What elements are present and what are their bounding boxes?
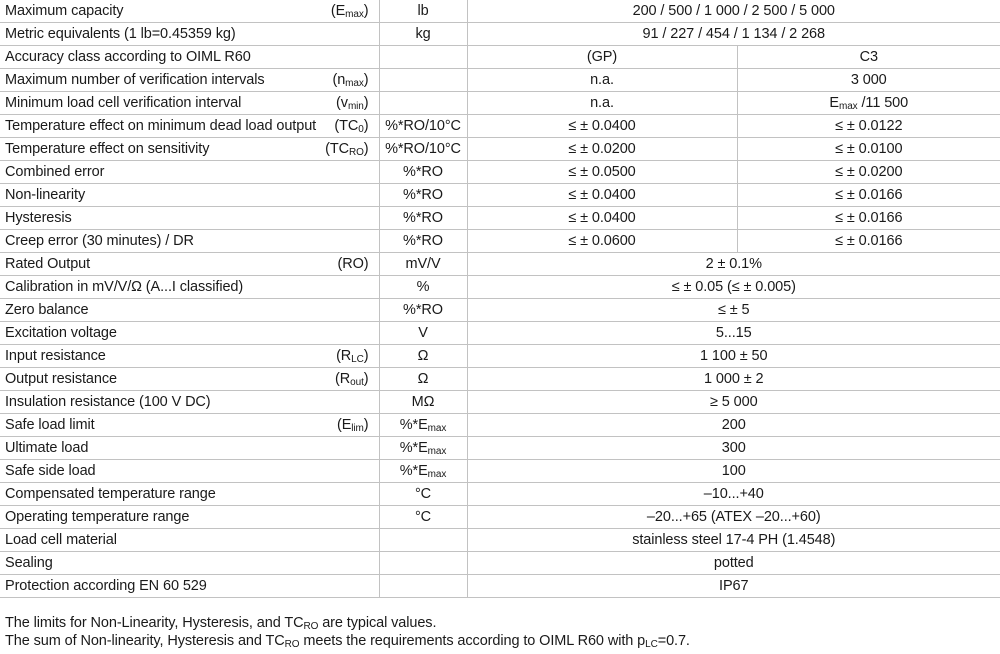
gp-value-text: ≤ ± 0.0200 xyxy=(568,141,636,157)
value-text: IP67 xyxy=(719,578,749,594)
parameter-label: Safe load limit xyxy=(5,417,95,433)
parameter-label: Compensated temperature range xyxy=(5,486,216,502)
spec-row xyxy=(0,138,1000,161)
c3-value-cell xyxy=(737,230,1000,253)
parameter-label: Maximum number of verification intervals xyxy=(5,72,265,88)
value-cell xyxy=(467,575,1000,598)
parameter-cell xyxy=(0,299,379,322)
parameter-cell xyxy=(0,230,379,253)
c3-value-text: E xyxy=(829,95,839,111)
symbol-text: R xyxy=(340,348,352,364)
spec-row xyxy=(0,184,1000,207)
parameter-label: Ultimate load xyxy=(5,440,89,456)
symbol-text: E xyxy=(335,3,346,19)
unit-text: %*RO xyxy=(403,210,443,226)
value-cell xyxy=(467,529,1000,552)
symbol-subscript: LC xyxy=(351,354,364,365)
parameter-label: Sealing xyxy=(5,555,53,571)
unit-cell xyxy=(379,506,467,529)
value-text: 200 / 500 / 1 000 / 2 500 / 5 000 xyxy=(632,3,835,19)
c3-value-text: ≤ ± 0.0122 xyxy=(835,118,903,134)
unit-cell xyxy=(379,437,467,460)
unit-cell xyxy=(379,23,467,46)
parameter-label: Temperature effect on minimum dead load output xyxy=(5,118,317,134)
unit-cell xyxy=(379,368,467,391)
parameter-cell xyxy=(0,0,379,23)
parameter-cell xyxy=(0,414,379,437)
parameter-symbol: $(R_{out})$ xyxy=(335,371,369,388)
unit-cell xyxy=(379,345,467,368)
parameter-cell xyxy=(0,138,379,161)
parameter-label: Non-linearity xyxy=(5,187,86,203)
spec-row xyxy=(0,391,1000,414)
unit-cell xyxy=(379,483,467,506)
unit-text: °C xyxy=(414,486,432,502)
value-cell xyxy=(467,552,1000,575)
value-text: 1 100 ± 50 xyxy=(700,348,768,364)
parameter-cell xyxy=(0,483,379,506)
value-cell xyxy=(467,0,1000,23)
parameter-symbol: $(R_{LC})$ xyxy=(336,348,369,365)
spec-row xyxy=(0,437,1000,460)
c3-value-text: C3 xyxy=(859,49,878,65)
parameter-cell xyxy=(0,276,379,299)
unit-text: Ω xyxy=(417,348,429,364)
spec-row xyxy=(0,322,1000,345)
parameter-label: Maximum capacity xyxy=(5,3,124,19)
symbol-subscript: out xyxy=(350,377,364,388)
spec-row xyxy=(0,207,1000,230)
gp-value-text: n.a. xyxy=(590,95,614,111)
unit-cell xyxy=(379,575,467,598)
unit-text: %*RO xyxy=(403,302,443,318)
unit-cell xyxy=(379,69,467,92)
parameter-cell xyxy=(0,529,379,552)
spec-row xyxy=(0,575,1000,598)
parameter-cell xyxy=(0,253,379,276)
parameter-label: Operating temperature range xyxy=(5,509,190,525)
unit-text: %*RO xyxy=(403,233,443,249)
gp-value-text: ≤ ± 0.0400 xyxy=(568,210,636,226)
unit-cell xyxy=(379,161,467,184)
parameter-symbol: $(v_{min})$ xyxy=(336,95,369,112)
c3-value-cell xyxy=(737,69,1000,92)
parameter-label: Minimum load cell verification interval xyxy=(5,95,242,111)
spec-row xyxy=(0,506,1000,529)
c3-value-text: ≤ ± 0.0200 xyxy=(835,164,903,180)
c3-value-text: ≤ ± 0.0166 xyxy=(835,187,903,203)
parameter-label: Protection according EN 60 529 xyxy=(5,578,207,594)
parameter-cell xyxy=(0,161,379,184)
symbol-text: R xyxy=(339,371,351,387)
parameter-label: Load cell material xyxy=(5,532,117,548)
parameter-label: Insulation resistance (100 V DC) xyxy=(5,394,211,410)
parameter-label: Excitation voltage xyxy=(5,325,117,341)
c3-value-cell xyxy=(737,138,1000,161)
value-text: potted xyxy=(713,555,754,571)
value-text: 2 ± 0.1% xyxy=(705,256,762,272)
unit-text: V xyxy=(418,325,428,341)
value-text: 100 xyxy=(721,463,746,479)
value-text: 200 xyxy=(721,417,746,433)
parameter-label: Input resistance xyxy=(5,348,106,364)
symbol-subscript: RO xyxy=(348,147,364,158)
spec-row xyxy=(0,115,1000,138)
gp-value-text: (GP) xyxy=(586,49,618,65)
c3-value-text: 3 000 xyxy=(850,72,887,88)
gp-value-cell xyxy=(467,92,737,115)
value-text: ≤ ± 5 xyxy=(717,302,750,318)
unit-text: %*RO/10°C xyxy=(385,141,461,157)
value-text: ≤ ± 0.05 (≤ ± 0.005) xyxy=(671,279,796,295)
parameter-symbol: $(TC_{RO})$ xyxy=(325,141,369,158)
parameter-cell xyxy=(0,322,379,345)
value-text: –10...+40 xyxy=(703,486,764,502)
footnote-1: The limits for Non-Linearity, Hysteresis, and $TC_{RO}$ are typical values. xyxy=(5,615,437,632)
spec-row xyxy=(0,69,1000,92)
parameter-symbol: $(E_{max})$ xyxy=(330,3,369,20)
value-cell xyxy=(467,299,1000,322)
spec-row xyxy=(0,276,1000,299)
parameter-cell xyxy=(0,184,379,207)
spec-row xyxy=(0,161,1000,184)
value-text: 91 / 227 / 454 / 1 134 / 2 268 xyxy=(642,26,825,42)
value-cell xyxy=(467,368,1000,391)
parameter-symbol: $(E_{lim})$ xyxy=(336,417,369,434)
unit-cell xyxy=(379,46,467,69)
value-cell xyxy=(467,437,1000,460)
symbol-text: v xyxy=(340,95,348,111)
unit-subscript: max xyxy=(427,446,447,457)
parameter-cell xyxy=(0,23,379,46)
unit-subscript: max xyxy=(427,423,447,434)
value-cell xyxy=(467,414,1000,437)
c3-value-cell xyxy=(737,184,1000,207)
gp-value-cell xyxy=(467,69,737,92)
spec-row xyxy=(0,529,1000,552)
unit-cell xyxy=(379,230,467,253)
parameter-label: Temperature effect on sensitivity xyxy=(5,141,210,157)
value-cell xyxy=(467,460,1000,483)
c3-value-cell xyxy=(737,207,1000,230)
spec-row xyxy=(0,46,1000,69)
parameter-label: Hysteresis xyxy=(5,210,72,226)
value-cell xyxy=(467,483,1000,506)
parameter-label: Combined error xyxy=(5,164,105,180)
spec-row xyxy=(0,345,1000,368)
parameter-label: Accuracy class according to OIML R60 xyxy=(5,49,251,65)
unit-text: %*E xyxy=(399,440,428,456)
unit-text: mV/V xyxy=(405,256,441,272)
gp-value-text: ≤ ± 0.0400 xyxy=(568,187,636,203)
parameter-cell xyxy=(0,506,379,529)
value-text: ≥ 5 000 xyxy=(709,394,758,410)
symbol-subscript: 0 xyxy=(358,124,364,135)
value-cell xyxy=(467,506,1000,529)
value-text: stainless steel 17-4 PH (1.4548) xyxy=(632,532,836,548)
parameter-cell xyxy=(0,115,379,138)
parameter-cell xyxy=(0,368,379,391)
value-cell xyxy=(467,322,1000,345)
parameter-label: Rated Output xyxy=(5,256,91,272)
parameter-label: Creep error (30 minutes) / DR xyxy=(5,233,194,249)
parameter-cell xyxy=(0,552,379,575)
gp-value-cell xyxy=(467,207,737,230)
unit-cell xyxy=(379,299,467,322)
unit-subscript: max xyxy=(427,469,447,480)
unit-cell xyxy=(379,184,467,207)
unit-text: %*E xyxy=(399,417,428,433)
c3-value-cell xyxy=(737,46,1000,69)
spec-row xyxy=(0,253,1000,276)
unit-text: °C xyxy=(414,509,432,525)
gp-value-cell xyxy=(467,161,737,184)
gp-value-cell xyxy=(467,230,737,253)
footnote-2: The sum of Non-linearity, Hysteresis and $TC_{RO}$ meets the requirements according to OIML R60 with $p_{LC}=0.7$. xyxy=(5,633,690,650)
unit-text: %*RO/10°C xyxy=(385,118,461,134)
gp-value-text: ≤ ± 0.0400 xyxy=(568,118,636,134)
gp-value-text: ≤ ± 0.0500 xyxy=(568,164,636,180)
unit-cell xyxy=(379,207,467,230)
parameter-symbol: $(n_{max})$ xyxy=(332,72,369,89)
symbol-text: RO xyxy=(342,256,364,272)
c3-value-text: ≤ ± 0.0166 xyxy=(835,210,903,226)
symbol-subscript: max xyxy=(345,9,364,20)
unit-cell xyxy=(379,529,467,552)
parameter-label: Zero balance xyxy=(5,302,89,318)
gp-value-cell xyxy=(467,184,737,207)
unit-cell xyxy=(379,0,467,23)
spec-row xyxy=(0,92,1000,115)
parameter-label: Output resistance xyxy=(5,371,117,387)
parameter-symbol: (RO) xyxy=(337,256,369,272)
spec-row xyxy=(0,460,1000,483)
gp-value-text: n.a. xyxy=(590,72,614,88)
gp-value-cell xyxy=(467,115,737,138)
gp-value-cell xyxy=(467,138,737,161)
value-cell xyxy=(467,253,1000,276)
value-cell xyxy=(467,23,1000,46)
parameter-label: Calibration in mV/V/Ω (A...I classified) xyxy=(5,279,244,295)
spec-row xyxy=(0,299,1000,322)
spec-row xyxy=(0,23,1000,46)
parameter-label: Metric equivalents (1 lb=0.45359 kg) xyxy=(5,26,236,42)
unit-text: % xyxy=(416,279,430,295)
unit-text: %*RO xyxy=(403,187,443,203)
unit-cell xyxy=(379,276,467,299)
unit-text: MΩ xyxy=(411,394,435,410)
parameter-cell xyxy=(0,391,379,414)
unit-cell xyxy=(379,552,467,575)
unit-cell xyxy=(379,92,467,115)
unit-cell xyxy=(379,115,467,138)
c3-value-cell xyxy=(737,115,1000,138)
unit-cell xyxy=(379,253,467,276)
spec-row xyxy=(0,368,1000,391)
symbol-text: E xyxy=(341,417,352,433)
parameter-cell xyxy=(0,345,379,368)
symbol-subscript: max xyxy=(345,78,364,89)
footnotes xyxy=(5,614,690,650)
c3-value-subscript: max xyxy=(838,101,858,112)
value-cell xyxy=(467,345,1000,368)
parameter-cell xyxy=(0,92,379,115)
c3-value-cell xyxy=(737,92,1000,115)
value-cell xyxy=(467,391,1000,414)
parameter-cell xyxy=(0,575,379,598)
symbol-text: n xyxy=(337,72,346,88)
unit-text: %*RO xyxy=(403,164,443,180)
unit-cell xyxy=(379,138,467,161)
c3-value-text: ≤ ± 0.0100 xyxy=(835,141,903,157)
symbol-subscript: min xyxy=(347,101,364,112)
parameter-cell xyxy=(0,207,379,230)
unit-text: kg xyxy=(415,26,431,42)
spec-row xyxy=(0,552,1000,575)
c3-value-cell xyxy=(737,161,1000,184)
parameter-cell xyxy=(0,69,379,92)
gp-value-text: ≤ ± 0.0600 xyxy=(568,233,636,249)
value-cell xyxy=(467,276,1000,299)
value-text: 300 xyxy=(721,440,746,456)
unit-text: lb xyxy=(417,3,429,19)
unit-cell xyxy=(379,414,467,437)
unit-text: %*E xyxy=(399,463,428,479)
symbol-text: TC xyxy=(339,118,359,134)
spec-row xyxy=(0,414,1000,437)
parameter-label: Safe side load xyxy=(5,463,96,479)
unit-cell xyxy=(379,322,467,345)
value-text: 1 000 ± 2 xyxy=(704,371,764,387)
c3-value-tail: /11 500 xyxy=(857,95,909,111)
value-text: 5...15 xyxy=(715,325,752,341)
unit-cell xyxy=(379,460,467,483)
spec-row xyxy=(0,483,1000,506)
gp-value-cell xyxy=(467,46,737,69)
spec-row xyxy=(0,0,1000,23)
spec-row xyxy=(0,230,1000,253)
value-text: –20...+65 (ATEX –20...+60) xyxy=(646,509,821,525)
unit-text: Ω xyxy=(417,371,429,387)
parameter-cell xyxy=(0,46,379,69)
c3-value-text: ≤ ± 0.0166 xyxy=(835,233,903,249)
parameter-symbol: $(TC_0)$ xyxy=(334,118,369,135)
unit-cell xyxy=(379,391,467,414)
symbol-subscript: lim xyxy=(351,423,364,434)
symbol-text: TC xyxy=(329,141,349,157)
parameter-cell xyxy=(0,460,379,483)
parameter-cell xyxy=(0,437,379,460)
